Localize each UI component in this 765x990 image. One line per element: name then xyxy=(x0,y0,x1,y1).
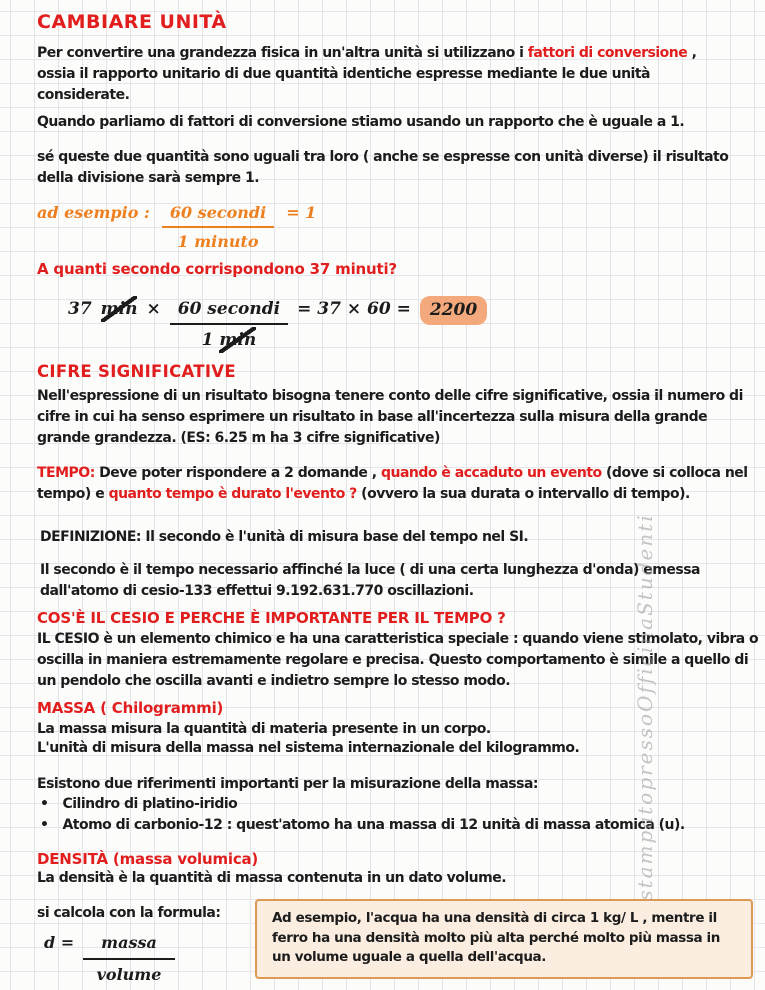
multiply-sign: × xyxy=(146,299,161,319)
tempo-label: TEMPO: xyxy=(37,465,95,481)
section-title-densita: DENSITÀ (massa volumica) xyxy=(37,850,259,868)
watermark-text: stampatopressoOfficinaStudenti xyxy=(633,513,657,901)
den-value: 1 xyxy=(201,330,214,350)
section-title-cambiare-unita: CAMBIARE UNITÀ xyxy=(37,11,227,33)
text-segment-red: quando è accaduto un evento xyxy=(381,465,602,481)
bullet-icon: • xyxy=(40,796,49,812)
paragraph-massa-definizione: La massa misura la quantità di materia presente in un corpo. xyxy=(37,721,491,737)
calc-equals: = 37 × 60 = xyxy=(297,299,411,319)
example-label: ad esempio : xyxy=(37,203,150,222)
list-item-text: Cilindro di platino-iridio xyxy=(62,796,238,812)
section-title-cesio: COS'È IL CESIO E PERCHE È IMPORTANTE PER IL TEMPO ? xyxy=(37,609,506,627)
paragraph-tempo xyxy=(37,463,761,505)
text-segment: Deve poter rispondere a 2 domande , xyxy=(94,465,381,481)
handwritten-calculation xyxy=(68,296,487,353)
list-item-text: Atomo di carbonio-12 : quest'atomo ha una massa di 12 unità di massa atomica (u). xyxy=(62,817,685,833)
example-result: = 1 xyxy=(286,203,317,222)
text-segment-red: quanto tempo è durato l'evento ? xyxy=(108,486,357,502)
fraction-denominator xyxy=(202,325,257,353)
calc-fraction xyxy=(170,296,288,353)
paragraph-cesio: IL CESIO è un elemento chimico e ha una caratteristica speciale : quando viene stimolato, vibra o oscilla in maniera estremamente regolare e precisa. Questo comportamento è simile a quello di un pendolo che oscilla avanti e indietro sempre lo stesso modo. xyxy=(37,631,759,689)
paragraph-rapporto-uguale-1: Quando parliamo di fattori di conversione stiamo usando un rapporto che è uguale a 1. xyxy=(37,114,685,130)
text-segment: Per convertire una grandezza fisica in un'altra unità si utilizzano i xyxy=(37,45,528,61)
text-segment: , ossia il rapporto unitario di due quantità identiche espresse mediante le due unità considerate. xyxy=(37,45,697,103)
text-segment: (dove si colloca nel tempo) e xyxy=(37,465,748,502)
fraction-numerator: massa xyxy=(83,930,175,960)
paragraph-massa-unita: L'unità di misura della massa nel sistema internazionale del kilogrammo. xyxy=(37,740,580,756)
calc-cancelled-unit: min xyxy=(101,296,138,322)
example-fraction xyxy=(162,201,274,254)
text-segment: (ovvero la sua durata o intervallo di tempo). xyxy=(356,486,690,502)
text-segment-red: fattori di conversione xyxy=(527,45,688,61)
section-title-cifre-significative: CIFRE SIGNIFICATIVE xyxy=(37,362,236,381)
paragraph-fattori-di-conversione xyxy=(37,43,737,106)
paragraph-secondo-cesio133: Il secondo è il tempo necessario affinché la luce ( di una certa lunghezza d'onda) emessa dall'atomo di cesio-133 effettui 9.192.631.770 oscillazioni. xyxy=(40,562,700,599)
den-cancelled-unit: min xyxy=(219,327,256,353)
paragraph-riferimenti-massa: Esistono due riferimenti importanti per la misurazione della massa: xyxy=(37,776,539,792)
formula-lhs: d = xyxy=(44,933,75,952)
section-title-massa: MASSA ( Chilogrammi) xyxy=(37,699,224,717)
calc-value: 37 xyxy=(68,299,92,319)
paragraph-densita-definizione: La densità è la quantità di massa contenuta in un dato volume. xyxy=(37,870,507,886)
example-callout-box xyxy=(255,899,753,979)
bullet-icon: • xyxy=(40,817,49,833)
fraction-numerator: 60 secondi xyxy=(170,296,288,325)
calc-result-highlighted: 2200 xyxy=(420,296,487,325)
formula-fraction xyxy=(83,930,175,988)
paragraph-si-calcola: si calcola con la formula: xyxy=(37,905,221,921)
handwritten-example-conversion xyxy=(37,201,316,254)
handwritten-density-formula xyxy=(44,930,175,988)
fraction-denominator: 1 minuto xyxy=(177,232,259,251)
callout-text: Ad esempio, l'acqua ha una densità di circa 1 kg/ L , mentre il ferro ha una densità molto più alta perché molto più massa in un volume uguale a quella dell'acqua. xyxy=(272,910,720,965)
fraction-denominator: volume xyxy=(96,965,162,984)
paragraph-definizione-secondo: DEFINIZIONE: Il secondo è l'unità di misura base del tempo nel SI. xyxy=(40,529,529,545)
paragraph-quantita-uguali: sé queste due quantità sono uguali tra loro ( anche se espresse con unità diverse) il risultato della divisione sarà sempre 1. xyxy=(37,149,729,186)
fraction-numerator: 60 secondi xyxy=(162,201,274,228)
paragraph-cifre-significative: Nell'espressione di un risultato bisogna tenere conto delle cifre significative, ossia il numero di cifre in cui ha senso esprimere un risultato in base all'incertezza sulla misura della grande grande grandezza. (ES: 6.25 m ha 3 cifre significative) xyxy=(37,388,743,446)
question-37-minuti: A quanti secondo corrispondono 37 minuti? xyxy=(37,260,397,278)
